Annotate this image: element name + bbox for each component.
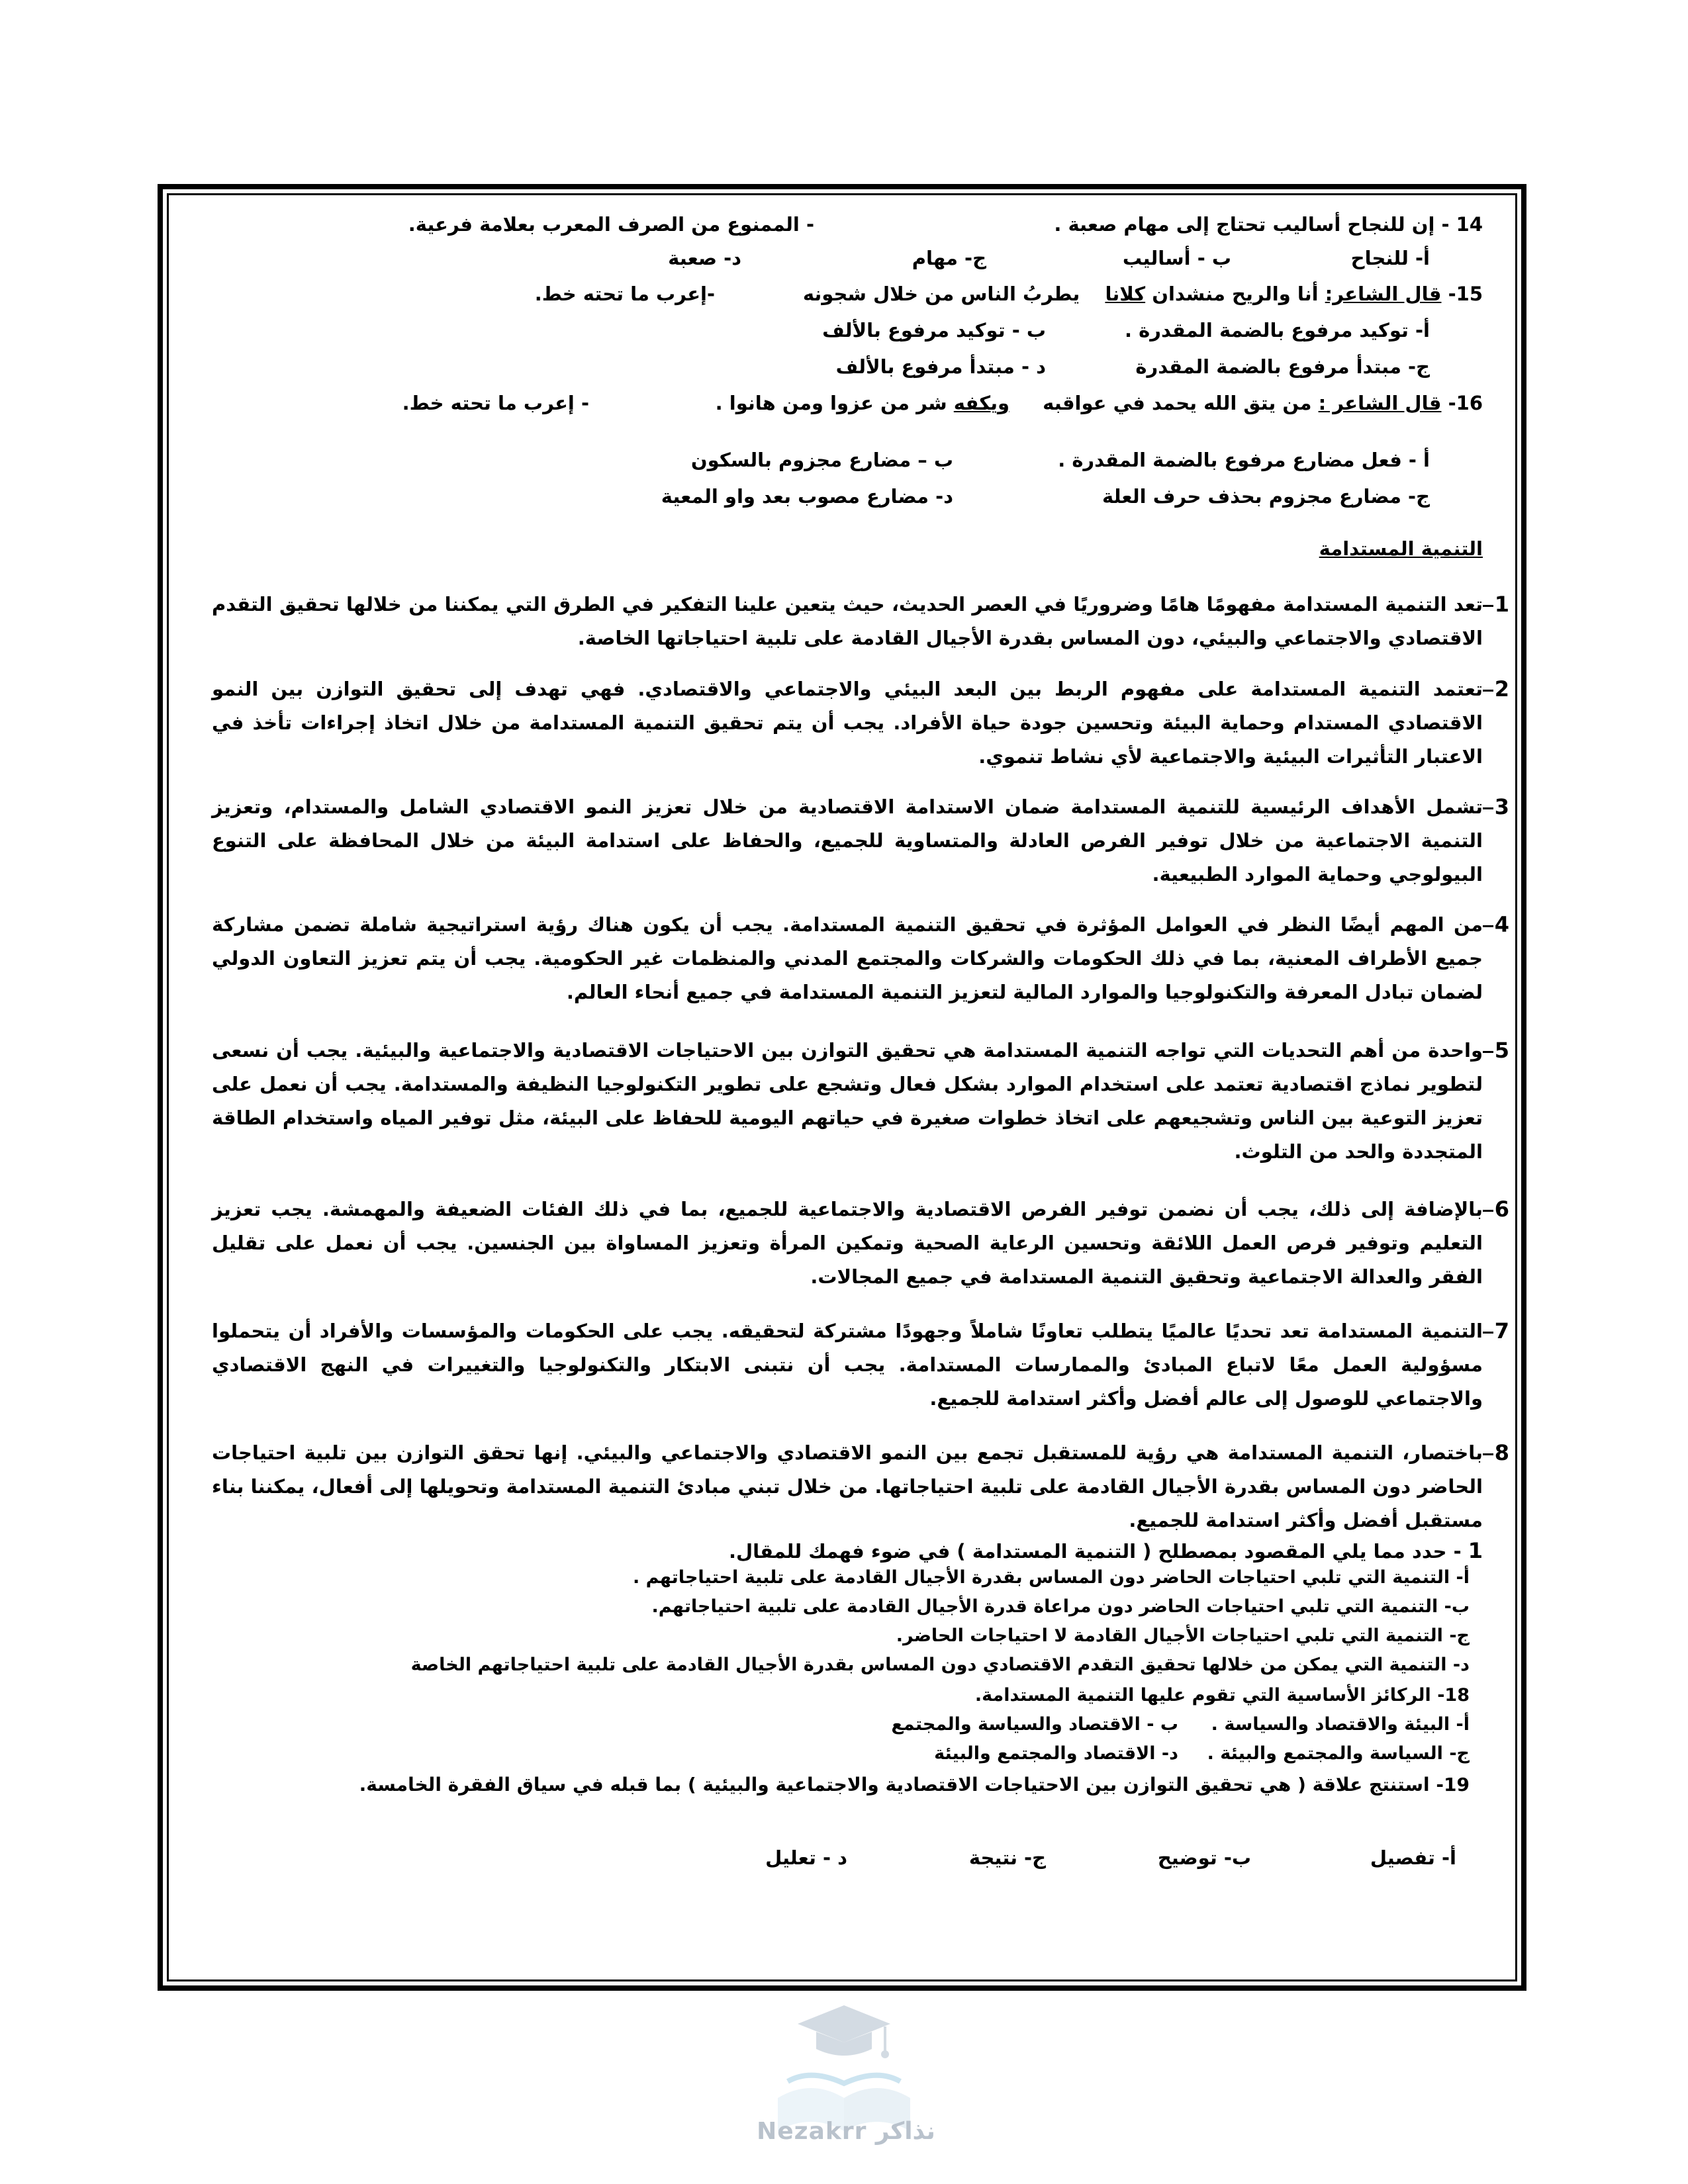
paragraph-1-number: 1 — [1483, 592, 1509, 617]
q18-stem: 18- الركائز الأساسية التي تقوم عليها التنمية المستدامة. — [974, 1685, 1470, 1706]
paragraph-3: تشمل الأهداف الرئيسية للتنمية المستدامة ضمان الاستدامة الاقتصادية من خلال تعزيز النمو الاقتصادي الشامل والمستدام، وتعزيز التنمية الاجتماعية من خلال توفير الفرص العادلة والمتساوية للجميع، والحفاظ على استدامة البيئة من خلال المحافظة على التنوع البيولوجي وحماية الموارد الطبيعية. — [212, 796, 1483, 886]
paragraph-2: تعتمد التنمية المستدامة على مفهوم الربط بين البعد البيئي والاجتماعي والاقتصادي. فهي تهدف إلى تحقيق التوازن بين النمو الاقتصادي المستدام وحماية البيئة وتحسين جودة حياة الأفراد. يجب أن يتم تحقيق التنمية المستدامة من خلال اتخاذ إجراءات تأخذ في الاعتبار التأثيرات البيئية والاجتماعية لأي نشاط تنموي. — [212, 678, 1483, 768]
q15-verse-word: كلانا — [1105, 283, 1146, 305]
article-title: التنمية المستدامة — [1319, 537, 1483, 560]
q18-option-a: أ- البيئة والاقتصاد والسياسة . — [1211, 1714, 1470, 1735]
paragraph-7-number: 7 — [1483, 1318, 1509, 1343]
paragraph-5-number: 5 — [1483, 1038, 1509, 1063]
q17-option-c: ج- التنمية التي تلبي احتياجات الأجيال القادمة لا احتياجات الحاضر. — [896, 1625, 1470, 1646]
q14-option-d: د- صعبة — [668, 247, 741, 269]
q14-stem: 14 - إن للنجاح أساليب تحتاج إلى مهام صعبة . — [1054, 213, 1483, 236]
paragraph-2-number: 2 — [1483, 676, 1509, 702]
q17-option-d: د- التنمية التي يمكن من خلالها تحقيق التقدم الاقتصادي دون المساس بقدرة الأجيال القادمة على تلبية احتياجاتهم الخاصة — [410, 1655, 1470, 1675]
q15-instruction: -إعرب ما تحته خط. — [534, 283, 715, 305]
q17-option-a: أ- التنمية التي تلبي احتياجات الحاضر دون المساس بقدرة الأجيال القادمة على تلبية احتياجاتهم . — [633, 1567, 1470, 1588]
paragraph-4-number: 4 — [1483, 912, 1509, 937]
q16-label: قال الشاعر : — [1318, 392, 1442, 414]
q15-verse-a: أنا والريح منشدان — [1152, 283, 1319, 305]
paragraph-7: التنمية المستدامة تعد تحديًا عالميًا يتطلب تعاونًا شاملاً وجهودًا مشتركة لتحقيقه. يجب على الحكومات والمؤسسات والأفراد أن يتحملوا مسؤولية العمل معًا لاتباع المبادئ والممارسات المستدامة. يجب أن نتبنى الابتكار والتكنولوجيا والتغييرات في النهج الاقتصادي والاجتماعي للوصول إلى عالم أفضل وأكثر استدامة للجميع. — [212, 1320, 1483, 1410]
q15-number: 15- — [1448, 283, 1483, 305]
q14-instruction: - الممنوع من الصرف المعرب بعلامة فرعية. — [408, 213, 814, 236]
q16-option-c: ج- مضارع مجزوم بحذف حرف العلة — [1102, 485, 1430, 508]
q17-number: 1 — [1468, 1538, 1483, 1563]
q14-option-b: ب - أساليب — [1122, 247, 1231, 269]
q16-verse-a: من يتق الله يحمد في عواقبه — [1043, 392, 1312, 414]
q18-option-b: ب - الاقتصاد والسياسة والمجتمع — [891, 1714, 1178, 1735]
q15-label: قال الشاعر: — [1325, 283, 1442, 305]
q17-stem: - حدد مما يلي المقصود بمصطلح ( التنمية المستدامة ) في ضوء فهمك للمقال. — [728, 1540, 1462, 1563]
q14-option-a: أ- للنجاح — [1350, 247, 1430, 269]
paragraph-6: بالإضافة إلى ذلك، يجب أن نضمن توفير الفرص الاقتصادية والاجتماعية للجميع، بما في ذلك الفئات الضعيفة والمهمشة. يجب تعزيز التعليم وتوفير فرص العمل اللائقة وتحسين الرعاية الصحية وتمكين المرأة وتعزيز المساواة بين الجنسين. يجب أن نعمل على تقليل الفقر والعدالة الاجتماعية وتحقيق التنمية المستدامة في جميع المجالات. — [212, 1198, 1483, 1288]
q19-stem: 19- استنتج علاقة ( هي تحقيق التوازن بين الاحتياجات الاقتصادية والاجتماعية والبيئية ) بما قبله في سياق الفقرة الخامسة. — [359, 1774, 1470, 1796]
q15-verse-b: يطربُ الناس من خلال شجونه — [802, 283, 1080, 305]
paragraph-5: واحدة من أهم التحديات التي تواجه التنمية المستدامة هي تحقيق التوازن بين الاحتياجات الاقتصادية والاجتماعية والبيئية. يجب أن نسعى لتطوير نماذج اقتصادية تعتمد على استخدام الموارد بشكل فعال وتشجع على تطوير التكنولوجيا النظيفة والمستدامة. يجب أن نعمل على تعزيز التوعية بين الناس وتشجيعهم على اتخاذ خطوات صغيرة في حياتهم اليومية للحفاظ على البيئة، مثل توفير المياه واستخدام الطاقة المتجددة والحد من التلوث. — [212, 1039, 1483, 1163]
q18-option-c: ج- السياسة والمجتمع والبيئة . — [1207, 1743, 1470, 1764]
q19-option-d: د - تعليل — [765, 1846, 847, 1869]
q15-line — [803, 283, 1483, 306]
q15-option-b: ب - توكيد مرفوع بالألف — [822, 319, 1046, 341]
q16-number: 16- — [1448, 392, 1483, 414]
q17-option-b: ب- التنمية التي تلبي احتياجات الحاضر دون مراعاة قدرة الأجيال القادمة على تلبية احتياجاتهم. — [651, 1596, 1470, 1617]
q15-option-d: د - مبتدأ مرفوع بالألف — [835, 355, 1046, 378]
graduation-cap-icon — [798, 2005, 890, 2058]
q16-option-d: د- مضارع مصوب بعد واو المعية — [661, 485, 953, 508]
paragraph-1: تعد التنمية المستدامة مفهومًا هامًا وضروريًا في العصر الحديث، حيث يتعين علينا التفكير في الطرق التي يمكننا من خلالها تحقيق التقدم الاقتصادي والاجتماعي والبيئي، دون المساس بقدرة الأجيال القادمة على تلبية احتياجاتها الخاصة. — [212, 593, 1483, 649]
q17-stem-line — [729, 1538, 1483, 1563]
q19-option-c: ج- نتيجة — [968, 1846, 1046, 1869]
q14-option-c: ج- مهام — [912, 247, 986, 269]
q16-verse-word: ويكفه — [953, 392, 1010, 414]
q16-option-a: أ - فعل مضارع مرفوع بالضمة المقدرة . — [1058, 449, 1430, 471]
watermark-text: Nezakrr نذاكر — [757, 2118, 935, 2145]
paragraph-3-number: 3 — [1483, 794, 1509, 819]
q19-option-b: ب- توضيح — [1157, 1846, 1251, 1869]
q19-option-a: أ- تفصيل — [1370, 1846, 1456, 1869]
q16-option-b: ب – مضارع مجزوم بالسكون — [690, 449, 953, 471]
q15-option-a: أ- توكيد مرفوع بالضمة المقدرة . — [1125, 319, 1430, 341]
q15-option-c: ج- مبتدأ مرفوع بالضمة المقدرة — [1135, 355, 1430, 378]
q16-instruction: - إعرب ما تحته خط. — [402, 392, 589, 414]
paragraph-8-number: 8 — [1483, 1440, 1509, 1465]
q18-option-d: د- الاقتصاد والمجتمع والبيئة — [934, 1743, 1178, 1764]
q16-verse-b: شر من عزوا ومن هانوا . — [715, 392, 947, 414]
paragraph-6-number: 6 — [1483, 1197, 1509, 1222]
q16-line — [716, 392, 1483, 415]
paragraph-8: باختصار، التنمية المستدامة هي رؤية للمستقبل تجمع بين النمو الاقتصادي والاجتماعي والبيئي. إنها تحقق التوازن بين تلبية احتياجات الحاضر دون المساس بقدرة الأجيال القادمة على تلبية احتياجاتها. من خلال تبني مبادئ التنمية المستدامة وتحويلها إلى أفعال، يمكننا بناء مستقبل أفضل وأكثر استدامة للجميع. — [212, 1441, 1483, 1531]
paragraph-4: من المهم أيضًا النظر في العوامل المؤثرة في تحقيق التنمية المستدامة. يجب أن يكون هناك رؤية استراتيجية شاملة تضمن مشاركة جميع الأطراف المعنية، بما في ذلك الحكومات والشركات والمجتمع المدني والمنظمات غير الحكومية. يجب أن يتم تعزيز التعاون الدولي لضمان تبادل المعرفة والتكنولوجيا والموارد المالية لتعزيز التنمية المستدامة في جميع أنحاء العالم. — [212, 913, 1483, 1003]
